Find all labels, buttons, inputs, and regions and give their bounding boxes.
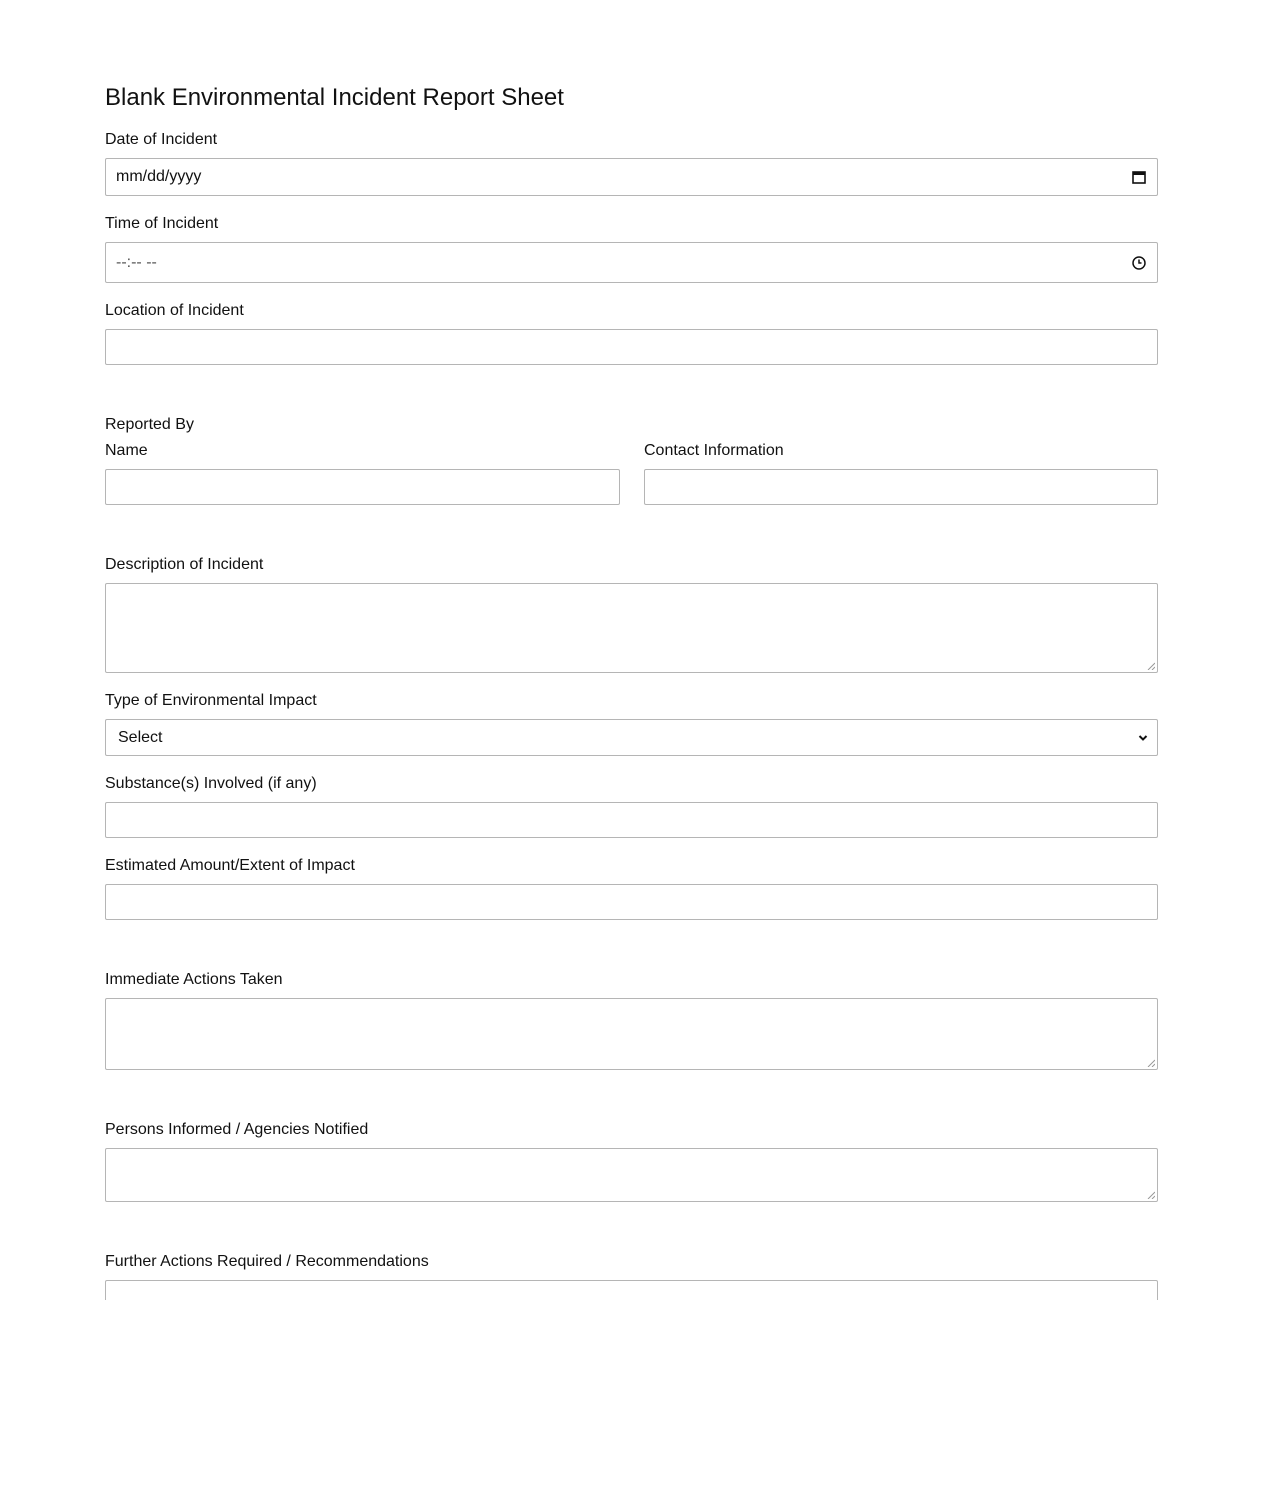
impact-type-selected: Select [118,728,163,746]
clock-icon[interactable] [1131,255,1147,271]
extent-label: Estimated Amount/Extent of Impact [105,857,355,874]
contact-label: Contact Information [644,442,784,459]
contact-input[interactable] [644,469,1158,505]
chevron-down-icon [1137,732,1149,744]
resize-grip-icon[interactable] [1147,1059,1155,1067]
location-label: Location of Incident [105,302,244,319]
date-input[interactable] [105,158,1158,196]
resize-grip-icon[interactable] [1147,1191,1155,1199]
resize-grip-icon[interactable] [1147,662,1155,670]
name-label: Name [105,442,148,459]
informed-label: Persons Informed / Agencies Notified [105,1121,369,1138]
name-input[interactable] [105,469,620,505]
calendar-icon[interactable] [1131,169,1147,185]
substances-input[interactable] [105,802,1158,838]
actions-textarea[interactable] [105,998,1158,1070]
further-textarea[interactable] [105,1280,1158,1300]
date-placeholder: mm/dd/yyyy [116,168,202,185]
actions-label: Immediate Actions Taken [105,971,283,988]
informed-textarea[interactable] [105,1148,1158,1202]
time-placeholder: --:-- -- [116,253,157,271]
description-label: Description of Incident [105,556,264,573]
further-label: Further Actions Required / Recommendations [105,1253,429,1270]
incident-report-form [105,0,1158,1300]
time-label: Time of Incident [105,215,219,232]
impact-type-select[interactable] [105,719,1158,756]
page-title: Blank Environmental Incident Report Sheet [105,84,564,111]
date-label: Date of Incident [105,131,218,148]
extent-input[interactable] [105,884,1158,920]
location-input[interactable] [105,329,1158,365]
time-input[interactable] [105,242,1158,283]
substances-label: Substance(s) Involved (if any) [105,775,317,792]
impact-type-label: Type of Environmental Impact [105,692,317,709]
reported-by-heading: Reported By [105,416,194,433]
description-textarea[interactable] [105,583,1158,673]
